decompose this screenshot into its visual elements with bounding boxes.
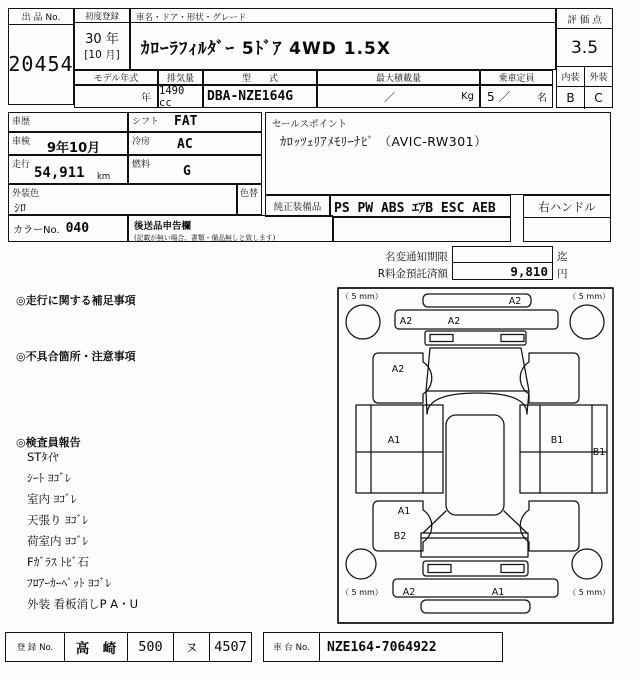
inspector-item: 外装 看板消しP A・U xyxy=(27,597,139,611)
aircon-row xyxy=(128,132,262,155)
equipment-label: 純正装備品 xyxy=(273,202,322,213)
inspector-item: 天張り ﾖｺﾞﾚ xyxy=(27,513,89,527)
damage-label-rocker-right: B1 xyxy=(592,447,606,458)
inspector-item: ｼｰﾄ ﾖｺﾞﾚ xyxy=(27,471,71,485)
first-reg-label: 初度登録 xyxy=(84,11,119,22)
interior-grade: B xyxy=(557,87,585,109)
wheel-rear-left xyxy=(346,549,376,579)
mileage-label: 走行 xyxy=(12,160,31,170)
displacement-label: 排気量 xyxy=(166,74,194,84)
exterior-label: 外装 xyxy=(589,73,608,83)
recycle-amount: 9,810 xyxy=(510,263,548,279)
inspection-value: 9年10月 xyxy=(47,141,101,156)
color-change-cell xyxy=(237,184,262,215)
reg-class: 500 xyxy=(128,633,174,661)
supplement-heading: ◎走行に関する補足事項 xyxy=(16,294,136,307)
max-load-label: 最大積載量 xyxy=(375,74,421,84)
mileage-row xyxy=(8,155,128,184)
wheel-front-left xyxy=(346,305,380,339)
score-value: 3.5 xyxy=(570,37,599,58)
recycle-box xyxy=(452,262,553,280)
inspector-heading: ◎検査員報告 xyxy=(16,436,81,449)
damage-label-front-bumper-center: A2 xyxy=(447,316,461,327)
okuri-box xyxy=(128,215,333,242)
capacity-value-cell xyxy=(480,85,553,108)
car-name-label-cell xyxy=(130,8,556,23)
auction-no-value: 20454 xyxy=(8,52,74,76)
inspector-item: 荷室内 ﾖｺﾞﾚ xyxy=(27,534,89,548)
ext-color-value: ｼﾛ xyxy=(14,201,27,215)
color-no-label: カラーNo. xyxy=(13,225,60,236)
tire-tread-label-front-left: （ 5 mm） xyxy=(341,292,383,301)
interior-label: 内装 xyxy=(557,67,585,86)
equipment-label-cell xyxy=(265,195,330,217)
fuel-label: 燃料 xyxy=(132,160,151,170)
model-year-value-cell xyxy=(74,85,158,108)
car-name-value: ｶﾛｰﾗﾌｨﾙﾀﾞｰ 5ﾄﾞｱ 4WD 1.5X xyxy=(141,38,391,59)
inspection-row xyxy=(8,132,128,155)
fuel-row xyxy=(128,155,262,184)
model-year-label: モデル年式 xyxy=(93,74,139,84)
steering-box xyxy=(523,195,611,242)
reg-office: 高 崎 xyxy=(65,633,128,661)
capacity-value: 5 ／ xyxy=(487,90,511,104)
capacity-label: 乗車定員 xyxy=(498,74,535,84)
okuri-note: (記載が無い場合、書類・備品無しと致します) xyxy=(134,234,276,242)
equipment-value-cell xyxy=(330,195,511,217)
first-reg-label-cell xyxy=(74,8,130,23)
inspector-item: STﾀｲﾔ xyxy=(27,450,59,464)
defects-heading: ◎不具合箇所・注意事項 xyxy=(16,350,136,363)
inspection-label: 車検 xyxy=(12,137,31,147)
wheel-rear-right xyxy=(572,549,602,579)
displacement-label-cell xyxy=(158,70,203,85)
damage-label-rear-fender-left: A1 xyxy=(397,506,411,517)
okuri-label: 後送品申告欄 xyxy=(134,221,192,232)
reg-label: 登 録 No. xyxy=(6,633,65,661)
max-load-label-cell xyxy=(317,70,480,85)
steering-value: 右ハンドル xyxy=(538,199,596,214)
first-reg-year: 30 年 xyxy=(85,32,119,47)
shift-row xyxy=(128,112,262,132)
sales-point-value: ｶﾛｯﾂｪﾘｱﾒﾓﾘｰﾅﾋﾞ （AVIC-RW301） xyxy=(280,134,488,149)
reg-kana: ヌ xyxy=(174,633,210,661)
damage-label-front-fender-left: A2 xyxy=(391,364,405,375)
aircon-label: 冷房 xyxy=(132,137,151,147)
sales-point-label: セールスポイント xyxy=(272,119,348,130)
recycle-yen: 円 xyxy=(557,268,568,280)
damage-label-rear-panel-left: B2 xyxy=(393,531,407,542)
damage-label-front-bumper-upper: A2 xyxy=(508,296,522,307)
history-label: 車歴 xyxy=(12,117,31,127)
car-diagram-svg xyxy=(330,283,640,628)
name-change-box xyxy=(452,246,553,263)
model-code-label-cell xyxy=(203,70,317,85)
car-name-value-cell xyxy=(130,22,556,70)
model-code-value: DBA-NZE164G xyxy=(207,89,294,104)
score-box xyxy=(556,8,613,108)
damage-label-door-right: B1 xyxy=(550,435,564,446)
auction-no-box xyxy=(8,8,74,105)
chassis-box xyxy=(263,632,503,662)
damage-label-rear-bumper-left: A2 xyxy=(402,587,416,598)
damage-label-door-left: A1 xyxy=(387,435,401,446)
tire-tread-label-rear-left: （ 5 mm） xyxy=(341,588,383,597)
color-no-value: 040 xyxy=(65,221,90,236)
inspector-item: 室内 ﾖｺﾞﾚ xyxy=(27,492,77,506)
wheel-front-right xyxy=(570,305,604,339)
model-year-label-cell xyxy=(74,70,158,85)
name-change-until: 迄 xyxy=(557,251,568,263)
chassis-value: NZE164-7064922 xyxy=(327,639,437,655)
color-change-label: 色替 xyxy=(240,189,259,199)
aircon-value: AC xyxy=(177,137,193,152)
displacement-value-cell xyxy=(158,85,203,108)
tire-tread-label-front-right: （ 5 mm） xyxy=(568,292,610,301)
max-load-slash: ／ xyxy=(384,90,396,104)
damage-label-front-bumper-left: A2 xyxy=(399,316,413,327)
score-label: 評 価 点 xyxy=(567,14,602,26)
displacement-value: 1490 cc xyxy=(159,84,185,109)
shift-value: FAT xyxy=(174,114,198,129)
equipment-value: PS PW ABS ｴｱB ESC AEB xyxy=(334,200,496,216)
inspector-item: ﾌﾛｱｰｶｰﾍﾟｯﾄ ﾖｺﾞﾚ xyxy=(27,576,112,590)
mileage-value: 54,911 xyxy=(34,165,85,181)
inspector-report-list xyxy=(27,449,138,617)
car-name-label: 車名・ドア・形状・グレード xyxy=(136,13,247,23)
model-year-value: 年 xyxy=(141,93,151,104)
ext-color-row xyxy=(8,184,237,215)
mileage-unit: km xyxy=(97,172,111,182)
model-code-value-cell xyxy=(203,85,317,108)
exterior-grade: C xyxy=(594,91,603,105)
ext-color-label: 外装色 xyxy=(12,189,40,199)
max-load-unit: Kg xyxy=(461,91,474,102)
recycle-label: R料金預託済額 xyxy=(377,268,448,280)
sales-point-box xyxy=(265,112,611,195)
model-code-label: 型 式 xyxy=(241,74,278,84)
first-reg-month: [10 月] xyxy=(84,49,120,61)
reg-number: 4507 xyxy=(214,639,247,655)
chassis-label: 車 台 No. xyxy=(264,633,320,661)
capacity-unit: 名 xyxy=(537,93,547,104)
color-no-row xyxy=(8,215,128,242)
max-load-value-cell xyxy=(317,85,480,108)
car-diagram-outline xyxy=(338,288,613,623)
name-change-label: 名変通知期限 xyxy=(385,251,448,263)
fuel-value: G xyxy=(183,164,191,179)
shift-label: シフト xyxy=(132,117,160,127)
equipment-empty-cell xyxy=(333,217,511,242)
capacity-label-cell xyxy=(480,70,553,85)
inspector-item: Fｶﾞﾗｽ ﾄﾋﾞ石 xyxy=(27,555,90,569)
first-reg-value-cell xyxy=(74,22,130,70)
tire-tread-label-rear-right: （ 5 mm） xyxy=(568,588,610,597)
history-row xyxy=(8,112,128,132)
damage-label-rear-bumper-center: A1 xyxy=(491,587,505,598)
auction-no-label: 出 品 No. xyxy=(21,13,61,23)
reg-plate-box xyxy=(5,632,252,662)
